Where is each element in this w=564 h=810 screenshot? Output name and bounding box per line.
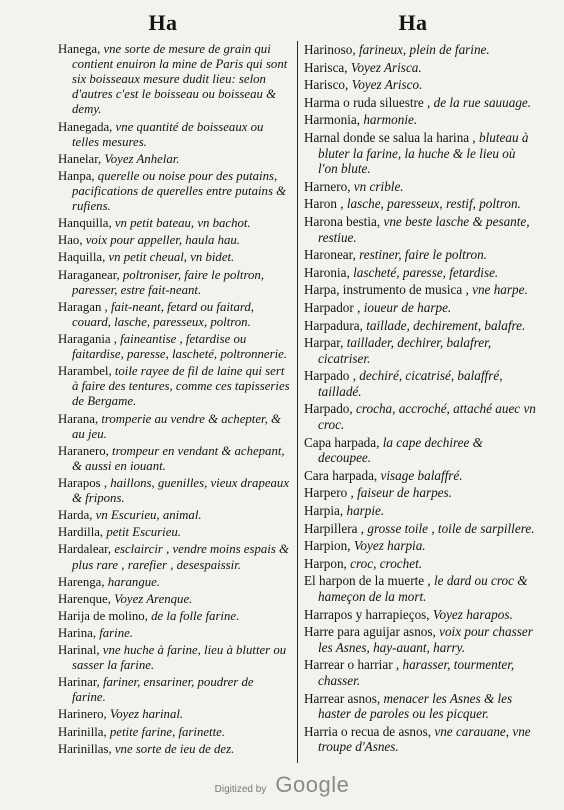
entry-definition: visage balaffré.: [377, 467, 463, 483]
entry-definition: dechiré, cicatrisé, balaffré, tailladé.: [318, 368, 503, 399]
dictionary-entry: [58, 444, 290, 474]
entry-headword: Haragan ,: [58, 299, 108, 314]
entry-headword: Hanega,: [58, 42, 101, 56]
entry-headword: Harria o recua de asnos,: [304, 723, 432, 739]
dictionary-entry: [304, 521, 536, 537]
dictionary-entry: [304, 624, 536, 655]
entry-headword: Capa harpada,: [304, 434, 380, 450]
dictionary-entry: [304, 368, 536, 399]
entry-definition: ioueur de harpe.: [360, 299, 452, 315]
entry-headword: Harda,: [58, 508, 93, 523]
dictionary-entry: [58, 592, 290, 607]
entry-definition: Voyez harinal.: [106, 707, 184, 722]
entry-definition: Voyez Arisco.: [348, 77, 423, 93]
dictionary-entry: [58, 233, 290, 248]
entry-definition: vne beste lasche & pesante, restiue.: [318, 213, 530, 245]
entry-headword: El harpon de la muerte ,: [304, 573, 431, 589]
dictionary-entry: [304, 265, 536, 281]
entry-definition: harasser, tourmenter, chasser.: [318, 657, 515, 688]
dictionary-entry: [304, 556, 536, 572]
dictionary-entry: [58, 169, 290, 214]
entry-headword: Harona bestia,: [304, 213, 381, 229]
entry-definition: Voyez Anhelar.: [101, 151, 180, 166]
entry-definition: taillade, dechirement, balafre.: [362, 317, 526, 333]
digitized-by-text: Digitized by: [214, 784, 267, 795]
dictionary-entry: [304, 179, 536, 195]
entry-definition: crocha, accroché, attaché auec vn croc.: [318, 401, 536, 433]
entry-definition: Voyez harapos.: [429, 606, 513, 622]
entry-definition: poltroniser, faire le poltron, paresser, estre fait-neant.: [72, 267, 264, 297]
entry-definition: petite farine, farinette.: [106, 724, 226, 739]
entry-definition: Voyez Arenque.: [110, 591, 193, 606]
dictionary-entry: [304, 657, 536, 688]
entry-headword: Haquilla,: [58, 250, 106, 265]
entry-headword: Harnero,: [304, 178, 351, 194]
entry-headword: Hanelar,: [58, 151, 102, 166]
entry-headword: Harapos ,: [58, 475, 108, 490]
entry-headword: Harenga,: [58, 574, 105, 589]
entry-headword: Harpar,: [304, 335, 344, 351]
dictionary-entry: [304, 214, 536, 245]
entry-definition: vn crible.: [350, 178, 404, 194]
dictionary-entry: [304, 196, 536, 212]
digitized-footer: [0, 772, 564, 798]
dictionary-entry: [304, 538, 536, 554]
entry-headword: Harre para aguijar asnos,: [304, 624, 436, 640]
entry-headword: Harma o ruda siluestre ,: [304, 94, 431, 110]
dictionary-entry: [304, 435, 536, 466]
entry-definition: vn Escurieu, animal.: [92, 508, 202, 523]
dictionary-entry: [58, 575, 290, 590]
entry-definition: Voyez Arisca.: [347, 59, 422, 75]
entry-definition: tromperie au vendre & achepter, & au jeu.: [72, 411, 281, 441]
dictionary-entry: [58, 707, 290, 722]
entry-headword: Harpado ,: [304, 368, 356, 384]
entry-definition: vne harpe.: [468, 282, 528, 298]
entry-headword: Harisca,: [304, 59, 348, 75]
entry-definition: vne quantité de boisseaux ou telles mesures.: [72, 119, 264, 149]
entry-definition: fariner, ensariner, poudrer de farine.: [72, 675, 254, 705]
entry-headword: Haranero,: [58, 443, 109, 458]
dictionary-entry: [304, 95, 536, 111]
entry-headword: Harinoso,: [304, 42, 356, 57]
entry-headword: Harija de molino,: [58, 608, 148, 623]
dictionary-entry: [58, 725, 290, 740]
right-column: [304, 42, 536, 757]
entry-definition: lascheté, paresse, fetardise.: [349, 264, 499, 280]
entry-definition: faiseur de harpes.: [353, 485, 452, 501]
entry-definition: farine.: [96, 625, 133, 640]
left-column: [58, 42, 290, 759]
dictionary-entry: [58, 525, 290, 540]
running-head-left: Ha: [148, 10, 178, 35]
dictionary-entry: [304, 573, 536, 604]
dictionary-entry: [58, 216, 290, 231]
dictionary-entry: [304, 112, 536, 128]
dictionary-entry: [304, 282, 536, 298]
entry-headword: Haron ,: [304, 196, 344, 212]
entry-headword: Haragania ,: [58, 331, 117, 346]
dictionary-entry: [58, 120, 290, 150]
entry-headword: Harenque,: [58, 591, 111, 606]
entry-definition: haillons, guenilles, vieux drapeaux & fripons.: [72, 475, 290, 506]
dictionary-entry: [58, 412, 290, 442]
entry-headword: Harpillera ,: [304, 520, 365, 536]
entry-headword: Hanegada,: [58, 119, 113, 134]
entry-headword: Harpon,: [304, 555, 347, 571]
dictionary-entry: [304, 60, 536, 76]
dictionary-entry: [58, 742, 290, 757]
dictionary-entry: [58, 476, 290, 506]
entry-headword: Harina,: [58, 625, 97, 640]
dictionary-entry: [304, 468, 536, 484]
dictionary-entry: [304, 335, 536, 366]
entry-headword: Hanpa,: [58, 168, 95, 183]
dictionary-entry: [58, 268, 290, 298]
entry-headword: Hanquilla,: [58, 216, 112, 231]
entry-headword: Harrear o harriar ,: [304, 657, 400, 673]
dictionary-entry: [58, 364, 290, 409]
entry-headword: Harpion,: [304, 538, 351, 554]
entry-headword: Haronear,: [304, 247, 356, 263]
dictionary-entry: [304, 77, 536, 93]
entry-definition: restiner, faire le poltron.: [355, 247, 487, 263]
dictionary-entry: [304, 300, 536, 316]
dictionary-entry: [58, 609, 290, 624]
entry-headword: Harinero,: [58, 707, 107, 722]
entry-headword: Harinilla,: [58, 724, 107, 739]
dictionary-entry: [58, 675, 290, 705]
dictionary-entry: [304, 691, 536, 722]
entry-definition: bluteau à bluter la farine, la huche & le lieu où l'on blute.: [318, 129, 529, 177]
entry-definition: la cape dechiree & decoupee.: [318, 434, 483, 466]
entry-definition: harmonie.: [360, 112, 418, 128]
entry-headword: Harpero ,: [304, 485, 354, 501]
dictionary-entry: [304, 485, 536, 501]
entry-definition: faineantise , fetardise ou faitardise, paresse, lascheté, poltronnerie.: [72, 331, 288, 362]
entry-definition: Voyez harpia.: [350, 538, 426, 554]
dictionary-entry: [58, 152, 290, 167]
dictionary-entry: [304, 607, 536, 623]
entry-headword: Harpado,: [304, 401, 353, 417]
dictionary-entry: [58, 42, 290, 118]
dictionary-entry: [58, 332, 290, 362]
entry-definition: le dard ou croc & hameçon de la mort.: [318, 573, 528, 604]
entry-definition: voix pour chasser les Asnes, hay-auant, harry.: [318, 624, 533, 655]
entry-definition: farineux, plein de farine.: [355, 42, 490, 57]
entry-definition: menacer les Asnes & les haster de paroles ou les picquer.: [318, 690, 513, 722]
entry-headword: Harnal donde se salua la harina ,: [304, 129, 476, 145]
entry-headword: Hardalear,: [58, 542, 112, 557]
entry-headword: Harinillas,: [58, 741, 112, 756]
dictionary-entry: [58, 508, 290, 523]
dictionary-entry: [58, 643, 290, 673]
entry-definition: esclaircir , vendre moins espais & plus rare , rarefier , desespaissir.: [72, 542, 289, 572]
entry-definition: querelle ou noise pour des putains, pacifications de querelles entre putains & rufiens.: [72, 168, 287, 214]
running-head-right: Ha: [398, 10, 428, 35]
dictionary-entry: [58, 300, 290, 330]
google-wordmark: Google: [275, 772, 350, 797]
entry-definition: vn petit bateau, vn bachot.: [111, 216, 251, 231]
entry-headword: Harmonia,: [304, 112, 361, 128]
entry-headword: Harrapos y harrapieços,: [304, 606, 430, 622]
entry-headword: Hao,: [58, 233, 83, 248]
dictionary-entry: [304, 130, 536, 177]
entry-headword: Harinar,: [58, 675, 100, 690]
entry-definition: de la folle farine.: [147, 608, 240, 623]
dictionary-entry: [58, 542, 290, 572]
entry-definition: vne carauane, vne troupe d'Asnes.: [318, 723, 531, 755]
dictionary-entry: [58, 250, 290, 265]
dictionary-entry: [304, 724, 536, 755]
entry-definition: de la rue sauuage.: [430, 94, 532, 110]
dictionary-entry: [304, 318, 536, 334]
entry-definition: taillader, dechirer, balafrer, cicatriser.: [318, 335, 492, 366]
entry-headword: Haraganear,: [58, 267, 120, 282]
dictionary-entry: [58, 626, 290, 641]
dictionary-entry: [304, 42, 536, 58]
entry-headword: Cara harpada,: [304, 467, 378, 483]
entry-definition: toile rayee de fil de laine qui sert à faire des tentures, comme ces tapisseries de Bergame.: [72, 364, 290, 409]
entry-definition: vn petit cheual, vn bidet.: [105, 250, 235, 265]
entry-definition: lasche, paresseux, restif, poltron.: [343, 196, 521, 212]
column-divider: [297, 41, 298, 763]
entry-headword: Harrear asnos,: [304, 690, 381, 706]
entry-definition: petit Escurieu.: [103, 525, 181, 540]
entry-definition: trompeur en vendant & achepant, & aussi en iouant.: [72, 443, 285, 473]
entry-definition: vne sorte de mesure de grain qui contient enuiron la mine de Paris qui sont six boisseaux mesure dudit lieu: selon d'autres c'est le boisseau ou boisseau & demy.: [72, 42, 288, 117]
entry-definition: harpie.: [343, 503, 385, 519]
entry-definition: fait-neant, fetard ou faitard, couard, lasche, paresseux, poltron.: [72, 299, 254, 329]
entry-definition: grosse toile , toile de sarpillere.: [364, 520, 535, 536]
entry-headword: Harpia,: [304, 503, 344, 519]
entry-headword: Harpador ,: [304, 299, 361, 315]
entry-headword: Harana,: [58, 411, 99, 426]
entry-definition: vne huche à farine, lieu à blutter ou sasser la farine.: [72, 643, 287, 673]
entry-definition: croc, crochet.: [346, 555, 423, 571]
entry-definition: vne sorte de ieu de dez.: [111, 741, 235, 756]
entry-headword: Harisco,: [304, 77, 349, 93]
entry-headword: Harambel,: [58, 364, 112, 379]
entry-headword: Harpadura,: [304, 317, 363, 333]
entry-headword: Haronia,: [304, 264, 350, 280]
entry-headword: Harinal,: [58, 643, 100, 658]
entry-headword: Harpa, instrumento de musica ,: [304, 282, 469, 298]
entry-definition: voix pour appeller, haula hau.: [82, 233, 240, 248]
entry-definition: harangue.: [104, 574, 160, 589]
dictionary-entry: [304, 401, 536, 432]
dictionary-entry: [304, 503, 536, 519]
entry-headword: Hardilla,: [58, 525, 104, 540]
dictionary-entry: [304, 247, 536, 263]
